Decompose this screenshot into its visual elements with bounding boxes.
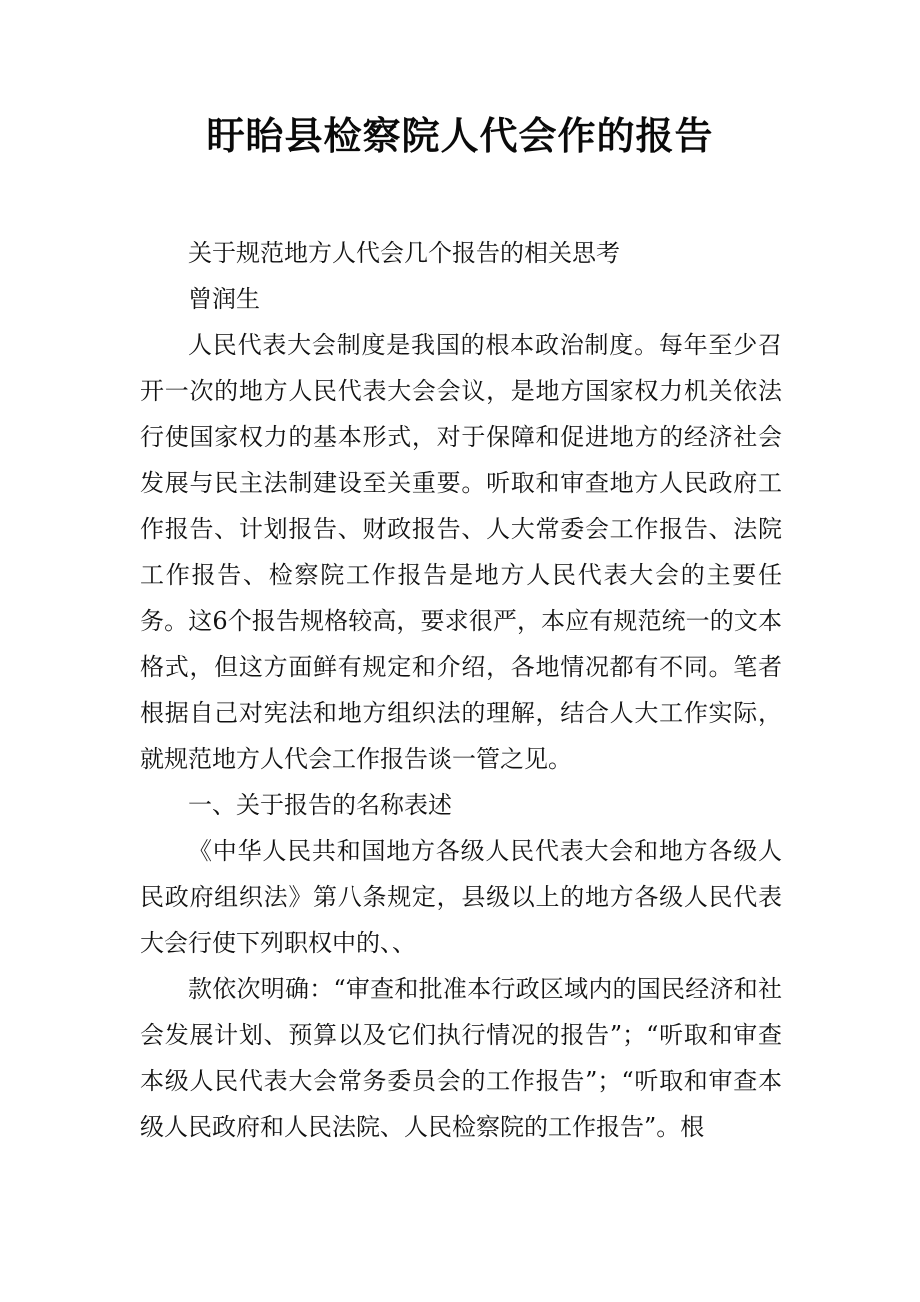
document-body bbox=[140, 230, 782, 1150]
document-subtitle: 关于规范地方人代会几个报告的相关思考 bbox=[188, 239, 620, 267]
body-paragraph-intro: 人民代表大会制度是我国的根本政治制度。每年至少召开一次的地方人民代表大会会议，是地方国家权力机关依法行使国家权力的基本形式，对于保障和促进地方的经济社会发展与民主法制建设至关重要。听取和审查地方人民政府工作报告、计划报告、财政报告、人大常委会工作报告、法院工作报告、检察院工作报告是地方人民代表大会的主要任务。这6个报告规格较高，要求很严，本应有规范统一的文本格式，但这方面鲜有规定和介绍，各地情况都有不同。笔者根据自己对宪法和地方组织法的理解，结合人大工作实际，就规范地方人代会工作报告谈一管之见。 bbox=[140, 331, 782, 773]
section-heading-1: 一、关于报告的名称表述 bbox=[188, 791, 452, 819]
document-title: 盱眙县检察院人代会作的报告 bbox=[206, 114, 714, 158]
body-paragraph-law: 《中华人民共和国地方各级人民代表大会和地方各级人民政府组织法》第八条规定，县级以上的地方各级人民代表大会行使下列职权中的、、 bbox=[140, 837, 782, 957]
body-paragraph-clauses: 款依次明确：“审查和批准本行政区域内的国民经济和社会发展计划、预算以及它们执行情况的报告”；“听取和审查本级人民代表大会常务委员会的工作报告”；“听取和审查本级人民政府和人民法院、人民检察院的工作报告”。根 bbox=[140, 975, 782, 1141]
document-author: 曾润生 bbox=[188, 285, 260, 313]
